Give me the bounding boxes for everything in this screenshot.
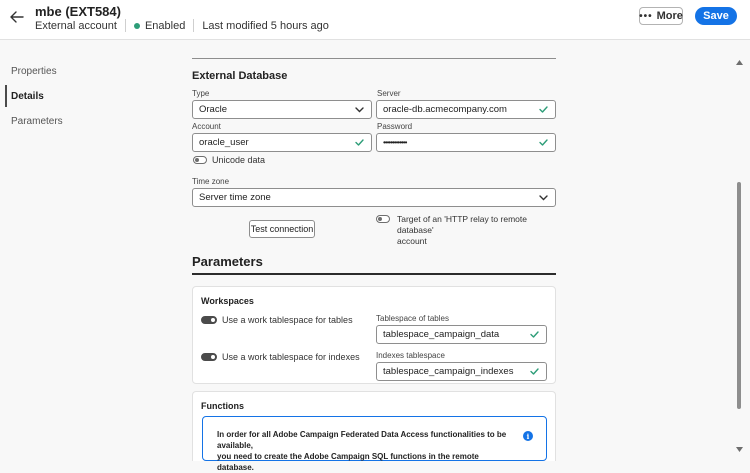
divider xyxy=(193,19,194,32)
arrow-left-icon[interactable] xyxy=(8,9,26,25)
tables-tablespace-toggle[interactable] xyxy=(201,316,217,324)
checkmark-icon xyxy=(352,136,366,150)
indexes-tablespace-toggle-label: Use a work tablespace for indexes xyxy=(222,352,360,362)
section-divider xyxy=(192,58,556,59)
account-type: External account xyxy=(35,19,117,32)
checkmark-icon xyxy=(527,328,541,342)
server-field[interactable] xyxy=(376,100,556,119)
account-label: Account xyxy=(192,122,221,131)
section-divider xyxy=(192,273,556,275)
workspaces-title: Workspaces xyxy=(201,296,254,306)
server-label: Server xyxy=(377,89,401,98)
header-subtitle xyxy=(35,19,329,32)
tables-tablespace-value: tablespace_campaign_data xyxy=(383,329,500,340)
checkmark-icon xyxy=(536,136,550,150)
password-field-value: ••••••••••••• xyxy=(383,138,407,147)
tables-tablespace-field[interactable] xyxy=(376,325,547,344)
timezone-label: Time zone xyxy=(192,177,230,186)
sidebar-item-properties[interactable] xyxy=(5,60,125,82)
info-banner-text xyxy=(217,429,515,473)
chevron-down-icon xyxy=(536,191,550,205)
checkmark-icon xyxy=(527,365,541,379)
unicode-data-label: Unicode data xyxy=(212,155,266,165)
sidebar-item-parameters[interactable] xyxy=(5,110,125,132)
checkmark-icon xyxy=(536,103,550,117)
page-title: mbe (EXT584) xyxy=(35,4,121,19)
test-connection-button[interactable]: Test connection xyxy=(249,220,315,238)
password-field[interactable] xyxy=(376,133,556,152)
type-label: Type xyxy=(192,89,210,98)
external-database-heading: External Database xyxy=(192,70,288,82)
sidebar-item-details[interactable] xyxy=(5,85,125,107)
timezone-select[interactable] xyxy=(192,188,556,207)
ellipsis-icon: ••• xyxy=(639,10,653,22)
http-relay-label-line2: account xyxy=(397,236,427,246)
indexes-tablespace-toggle[interactable] xyxy=(201,353,217,361)
info-banner xyxy=(202,416,547,472)
scrollbar-thumb[interactable] xyxy=(737,182,741,409)
indexes-tablespace-field[interactable] xyxy=(376,362,547,381)
http-relay-toggle[interactable] xyxy=(376,215,390,223)
last-modified: Last modified 5 hours ago xyxy=(202,19,329,32)
sidebar-item-label: Parameters xyxy=(11,115,63,127)
chevron-down-icon xyxy=(352,103,366,117)
functions-title: Functions xyxy=(201,401,244,411)
indexes-tablespace-label: Indexes tablespace xyxy=(376,351,445,360)
type-select[interactable] xyxy=(192,100,372,119)
info-banner-line2: you need to create the Adobe Campaign SQL functions in the remote database. xyxy=(217,452,479,472)
tables-tablespace-label: Tablespace of tables xyxy=(376,314,449,323)
info-icon: i xyxy=(523,431,533,441)
account-field[interactable] xyxy=(192,133,372,152)
parameters-heading: Parameters xyxy=(192,254,263,269)
more-button[interactable] xyxy=(639,7,683,25)
sidebar-item-label: Properties xyxy=(11,65,57,77)
header-bar xyxy=(0,0,750,40)
info-banner-line1: In order for all Adobe Campaign Federated Data Access functionalities to be available, xyxy=(217,430,507,450)
indexes-tablespace-value: tablespace_campaign_indexes xyxy=(383,366,514,377)
account-field-value: oracle_user xyxy=(199,137,249,148)
tables-tablespace-toggle-label: Use a work tablespace for tables xyxy=(222,315,353,325)
sidebar-item-label: Details xyxy=(11,90,44,102)
server-field-value: oracle-db.acmecompany.com xyxy=(383,104,507,115)
timezone-select-value: Server time zone xyxy=(199,192,271,203)
unicode-data-toggle[interactable] xyxy=(193,156,207,164)
scroll-up-arrow-icon[interactable] xyxy=(735,58,743,66)
type-select-value: Oracle xyxy=(199,104,227,115)
http-relay-label-line1: Target of an 'HTTP relay to remote database' xyxy=(397,214,527,235)
http-relay-label xyxy=(397,214,557,247)
save-button[interactable]: Save xyxy=(695,7,737,25)
scroll-down-arrow-icon[interactable] xyxy=(735,445,743,453)
password-label: Password xyxy=(377,122,413,131)
divider xyxy=(125,19,126,32)
status-badge: Enabled xyxy=(144,19,186,32)
status-dot-icon xyxy=(134,23,140,29)
more-button-label: More xyxy=(656,10,683,22)
